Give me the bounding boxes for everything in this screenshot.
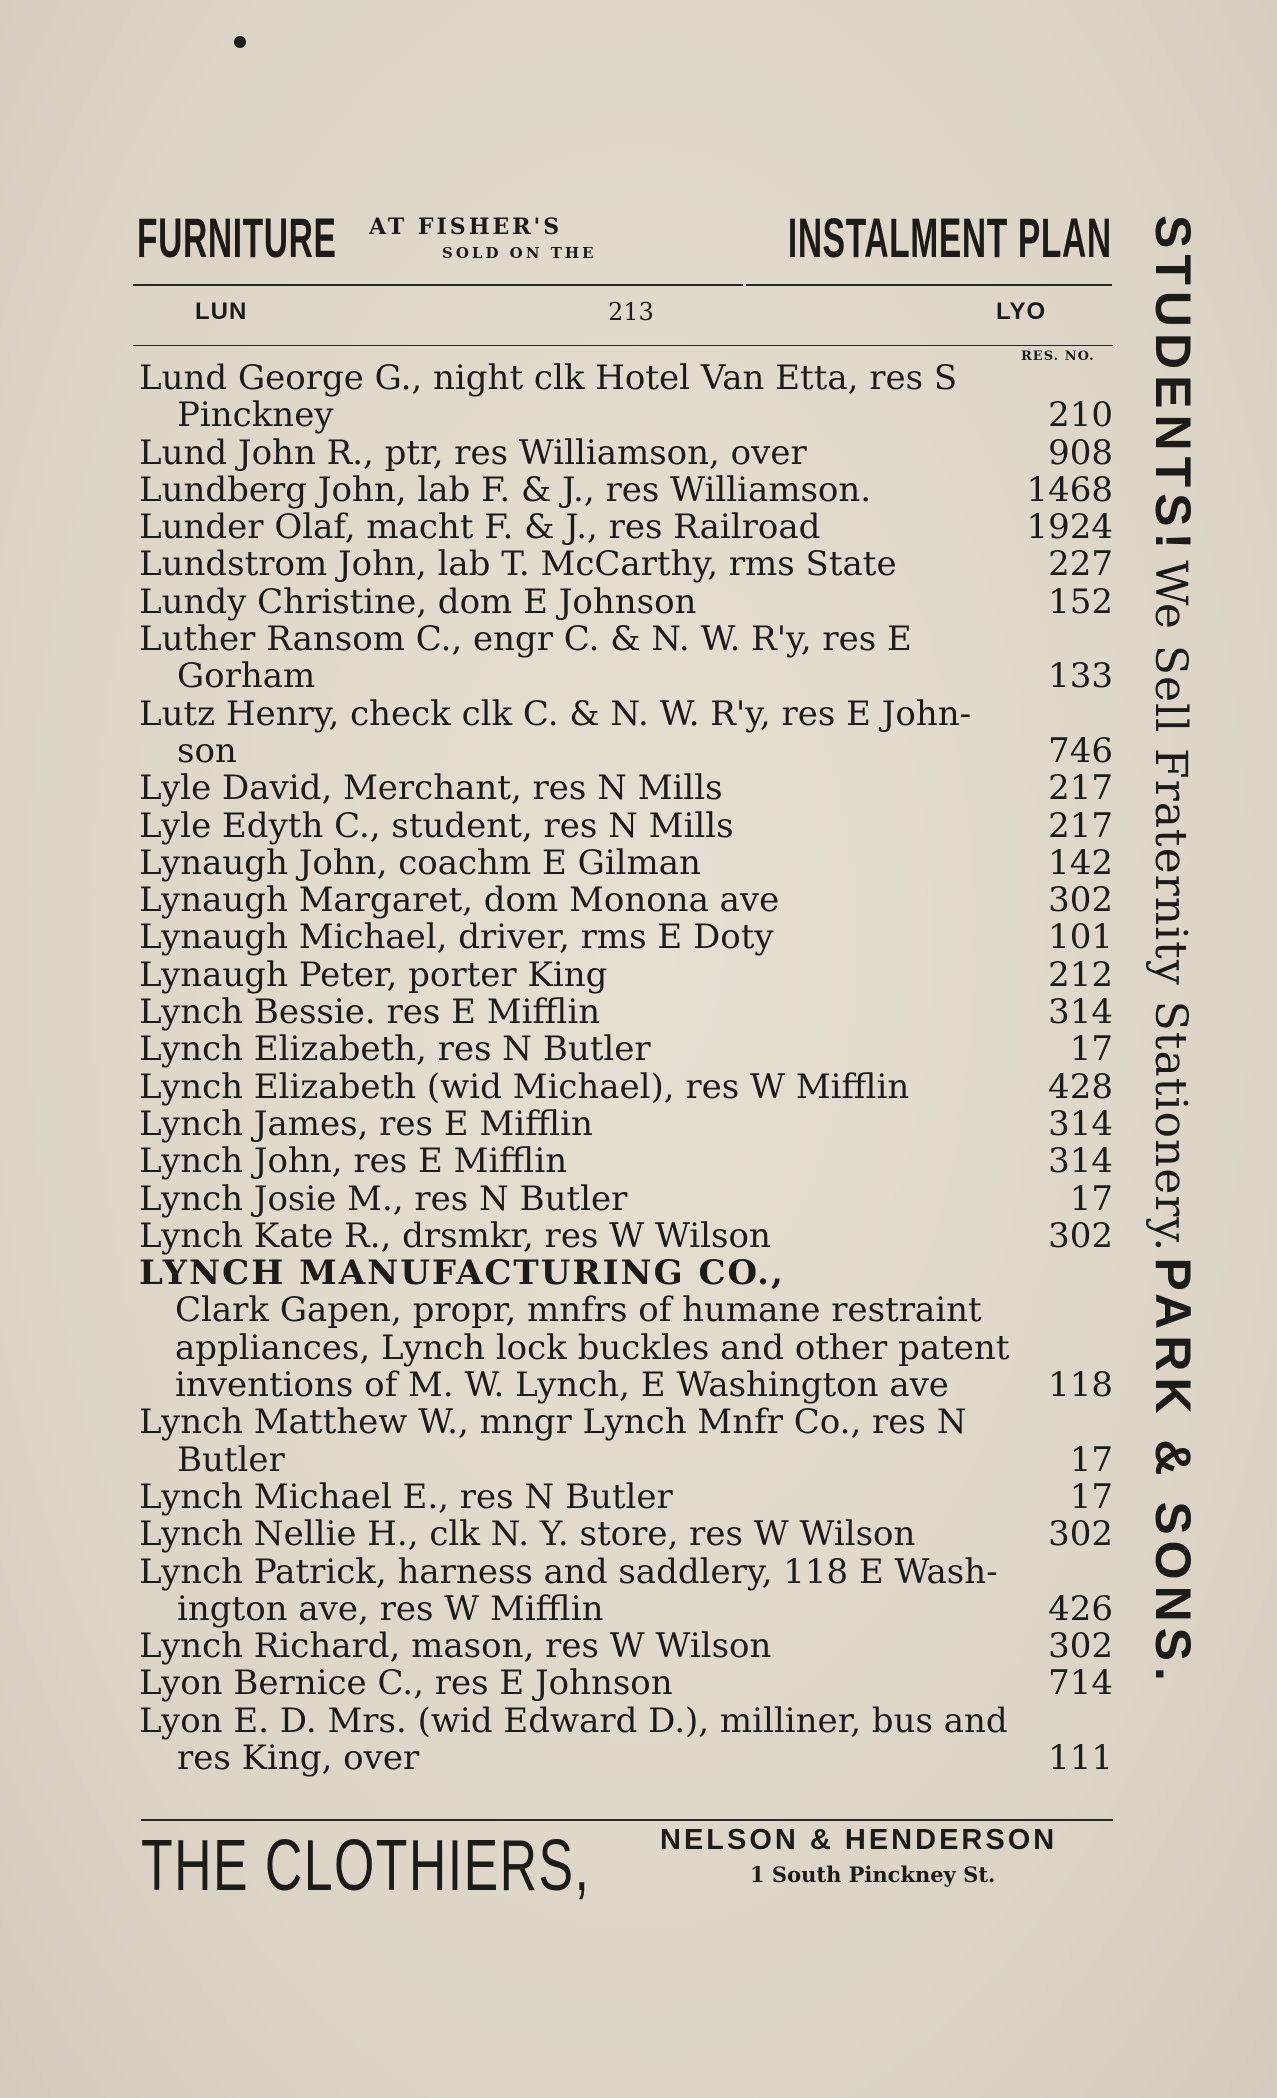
- directory-entry: [139, 842, 1117, 883]
- directory-entry: [139, 1143, 1117, 1180]
- directory-entry: [139, 805, 1117, 846]
- entry-text: Lynaugh John, coachm E Gilman: [139, 842, 701, 883]
- residence-number: 302: [1048, 1215, 1113, 1256]
- directory-entry: [139, 509, 1117, 546]
- entry-text: Butler: [177, 1439, 285, 1480]
- residence-number: 302: [1048, 1514, 1113, 1555]
- page-number: 213: [608, 298, 654, 326]
- entry-line: [139, 770, 1117, 807]
- ad-at-fishers: AT FISHER'S: [369, 214, 563, 240]
- directory-entry: [139, 919, 1117, 956]
- directory-entry: [139, 1404, 1117, 1479]
- entry-line: [139, 546, 1117, 583]
- residence-number: 428: [1048, 1066, 1113, 1107]
- residence-number: 101: [1048, 917, 1113, 958]
- entry-line: [139, 693, 1117, 734]
- side-ad-students: STUDENTS!: [1145, 215, 1201, 556]
- residence-number: 1468: [1026, 469, 1113, 510]
- directory-entry: [139, 994, 1117, 1031]
- entry-text: Lund John R., ptr, res Williamson, over: [139, 432, 807, 473]
- entry-text: Lundberg John, lab F. & J., res Williamson.: [139, 469, 872, 510]
- residence-number: 210: [1048, 395, 1113, 436]
- entry-text: Lynaugh Michael, driver, rms E Doty: [139, 917, 774, 958]
- residence-number: 314: [1048, 1141, 1113, 1182]
- entry-text: Lyon Bernice C., res E Johnson: [139, 1663, 673, 1704]
- entry-line: [139, 658, 1117, 695]
- entry-line: [139, 397, 1117, 434]
- directory-entry: [139, 1516, 1117, 1553]
- entry-line: [139, 1367, 1117, 1404]
- residence-number: 212: [1048, 954, 1113, 995]
- residence-number: 302: [1048, 880, 1113, 921]
- company-name: LYNCH MANUFACTURING CO.,: [139, 1253, 785, 1294]
- residence-number: 118: [1048, 1365, 1113, 1406]
- entry-line: [139, 842, 1117, 883]
- entry-text: Lyle David, Merchant, res N Mills: [139, 768, 723, 809]
- entry-line: [139, 621, 1117, 658]
- entry-text: ington ave, res W Mifflin: [177, 1588, 604, 1629]
- entry-text: Lyon E. D. Mrs. (wid Edward D.), milliner, bus and: [139, 1700, 1008, 1741]
- entry-line: [139, 432, 1117, 473]
- entry-text: Lundy Christine, dom E Johnson: [139, 581, 697, 622]
- directory-entry: [139, 1103, 1117, 1144]
- directory-entry: [139, 1031, 1117, 1068]
- entry-text: Lynch Matthew W., mngr Lynch Mnfr Co., res N: [139, 1402, 967, 1443]
- entry-line: [139, 1031, 1117, 1068]
- entry-line: [139, 1588, 1117, 1629]
- residence-number: 17: [1069, 1476, 1113, 1517]
- entry-text: Lynch Nellie H., clk N. Y. store, res W Wilson: [139, 1514, 916, 1555]
- directory-entry: [139, 546, 1117, 583]
- entry-text: Lundstrom John, lab T. McCarthy, rms State: [139, 544, 897, 585]
- running-head-left: LUN: [195, 298, 248, 325]
- entry-text: Lyle Edyth C., student, res N Mills: [139, 805, 734, 846]
- residence-number: 908: [1048, 432, 1113, 473]
- ad-sold-on-the: SOLD ON THE: [442, 244, 597, 262]
- residence-number: 217: [1048, 805, 1113, 846]
- directory-entry: [139, 1066, 1117, 1107]
- directory-entry: [139, 693, 1117, 771]
- residence-number: 314: [1048, 1103, 1113, 1144]
- residence-number: 142: [1048, 842, 1113, 883]
- entry-line: [139, 1551, 1117, 1592]
- entry-line: [139, 581, 1117, 622]
- entry-line: [139, 1665, 1117, 1702]
- divider: [133, 345, 1113, 346]
- ad-furniture: FURNITURE: [137, 206, 337, 269]
- directory-entry: [139, 360, 1117, 435]
- entry-text: Lynch Josie M., res N Butler: [139, 1178, 628, 1219]
- entry-line: [139, 1476, 1117, 1517]
- entry-text: res King, over: [177, 1737, 420, 1778]
- residence-number: 302: [1048, 1626, 1113, 1667]
- entry-line: [139, 1178, 1117, 1219]
- directory-entry: [139, 954, 1117, 995]
- entry-text: Lynch Richard, mason, res W Wilson: [139, 1626, 772, 1667]
- residence-number: 426: [1048, 1588, 1113, 1629]
- company-description: inventions of M. W. Lynch, E Washington ave: [175, 1365, 949, 1406]
- running-head-right: LYO: [996, 298, 1047, 325]
- entry-text: Lund George G., night clk Hotel Van Etta, res S: [139, 358, 958, 398]
- entry-text: Lutz Henry, check clk C. & N. W. R'y, res E John-: [139, 693, 972, 734]
- residence-number: 133: [1048, 656, 1113, 697]
- entry-text: Lynch James, res E Mifflin: [139, 1103, 593, 1144]
- side-advertisement: [1090, 215, 1201, 1895]
- entry-text: Pinckney: [177, 395, 334, 436]
- directory-entry: [139, 1551, 1117, 1629]
- entry-text: Lynch John, res E Mifflin: [139, 1141, 568, 1182]
- entry-line: [139, 919, 1117, 956]
- entry-text: Lynch Elizabeth (wid Michael), res W Mifflin: [139, 1066, 910, 1107]
- top-advertisement: [137, 208, 1112, 278]
- entry-line: [139, 1404, 1117, 1441]
- entry-line: [139, 1628, 1117, 1665]
- residence-number: 227: [1048, 544, 1113, 585]
- entry-line: [139, 882, 1117, 919]
- residence-number: 714: [1048, 1663, 1113, 1704]
- entry-line: [139, 469, 1117, 510]
- entry-line: [139, 994, 1117, 1031]
- entry-line: [139, 805, 1117, 846]
- directory-listing: [139, 360, 1117, 1777]
- divider: [133, 284, 743, 286]
- entry-text: Lynch Elizabeth, res N Butler: [139, 1029, 651, 1070]
- residence-number: 1924: [1026, 507, 1113, 548]
- directory-entry: [139, 882, 1117, 919]
- entry-line: [139, 954, 1117, 995]
- residence-number: 217: [1048, 768, 1113, 809]
- entry-text: Lynch Patrick, harness and saddlery, 118 E Wash-: [139, 1551, 998, 1592]
- company-entry: [139, 1255, 1117, 1404]
- ad-instalment-plan: INSTALMENT PLAN: [788, 206, 1112, 269]
- residence-number: 111: [1048, 1737, 1113, 1778]
- entry-line: [139, 730, 1117, 771]
- ad-address: 1 South Pinckney St.: [750, 1862, 996, 1887]
- residence-number: 746: [1048, 730, 1113, 771]
- directory-entry: [139, 469, 1117, 510]
- directory-entry: [139, 1665, 1117, 1702]
- residence-number: 17: [1069, 1439, 1113, 1480]
- entry-line: [139, 1700, 1117, 1741]
- entry-line: [139, 360, 1117, 397]
- entry-text: Luther Ransom C., engr C. & N. W. R'y, res E: [139, 619, 912, 660]
- entry-text: Gorham: [177, 656, 316, 697]
- entry-text: Lynch Kate R., drsmkr, res W Wilson: [139, 1215, 771, 1256]
- directory-entry: [139, 432, 1117, 473]
- company-description: Clark Gapen, propr, mnfrs of humane restraint: [175, 1290, 982, 1331]
- entry-text: Lynch Bessie. res E Mifflin: [139, 992, 601, 1033]
- directory-entry: [139, 581, 1117, 622]
- column-label: RES. NO.: [1021, 349, 1095, 364]
- side-ad-stationery: We Sell Fraternity Stationery.: [1145, 560, 1196, 1253]
- entry-line: [139, 1103, 1117, 1144]
- entry-text: Lunder Olaf, macht F. & J., res Railroad: [139, 507, 821, 548]
- directory-entry: [139, 1628, 1117, 1665]
- entry-line: [139, 1215, 1117, 1256]
- ink-dot: [234, 36, 246, 48]
- entry-text: son: [177, 730, 237, 771]
- directory-entry: [139, 770, 1117, 807]
- entry-text: Lynch Michael E., res N Butler: [139, 1476, 673, 1517]
- side-ad-park-sons: PARK & SONS.: [1145, 1257, 1201, 1687]
- divider: [141, 1819, 1113, 1821]
- directory-entry: [139, 1476, 1117, 1517]
- company-description: appliances, Lynch lock buckles and other patent: [175, 1327, 1010, 1368]
- directory-entry: [139, 1700, 1117, 1778]
- directory-entry: [139, 1178, 1117, 1219]
- entry-line: [139, 509, 1117, 546]
- entry-line: [139, 1066, 1117, 1107]
- divider: [746, 284, 1112, 286]
- residence-number: 152: [1048, 581, 1113, 622]
- entry-text: Lynaugh Margaret, dom Monona ave: [139, 880, 780, 921]
- entry-line: [139, 1292, 1117, 1329]
- ad-the-clothiers: THE CLOTHIERS,: [141, 1826, 591, 1906]
- directory-entry: [139, 621, 1117, 696]
- residence-number: 17: [1069, 1178, 1113, 1219]
- entry-line: [139, 1516, 1117, 1553]
- ad-nelson-henderson: NELSON & HENDERSON: [660, 1824, 1058, 1856]
- directory-entry: [139, 1215, 1117, 1256]
- entry-text: Lynaugh Peter, porter King: [139, 954, 608, 995]
- residence-number: 314: [1048, 992, 1113, 1033]
- entry-line: [139, 1737, 1117, 1778]
- entry-line: [139, 1255, 1117, 1292]
- entry-line: [139, 1439, 1117, 1480]
- residence-number: 17: [1069, 1029, 1113, 1070]
- entry-line: [139, 1327, 1117, 1368]
- entry-line: [139, 1143, 1117, 1180]
